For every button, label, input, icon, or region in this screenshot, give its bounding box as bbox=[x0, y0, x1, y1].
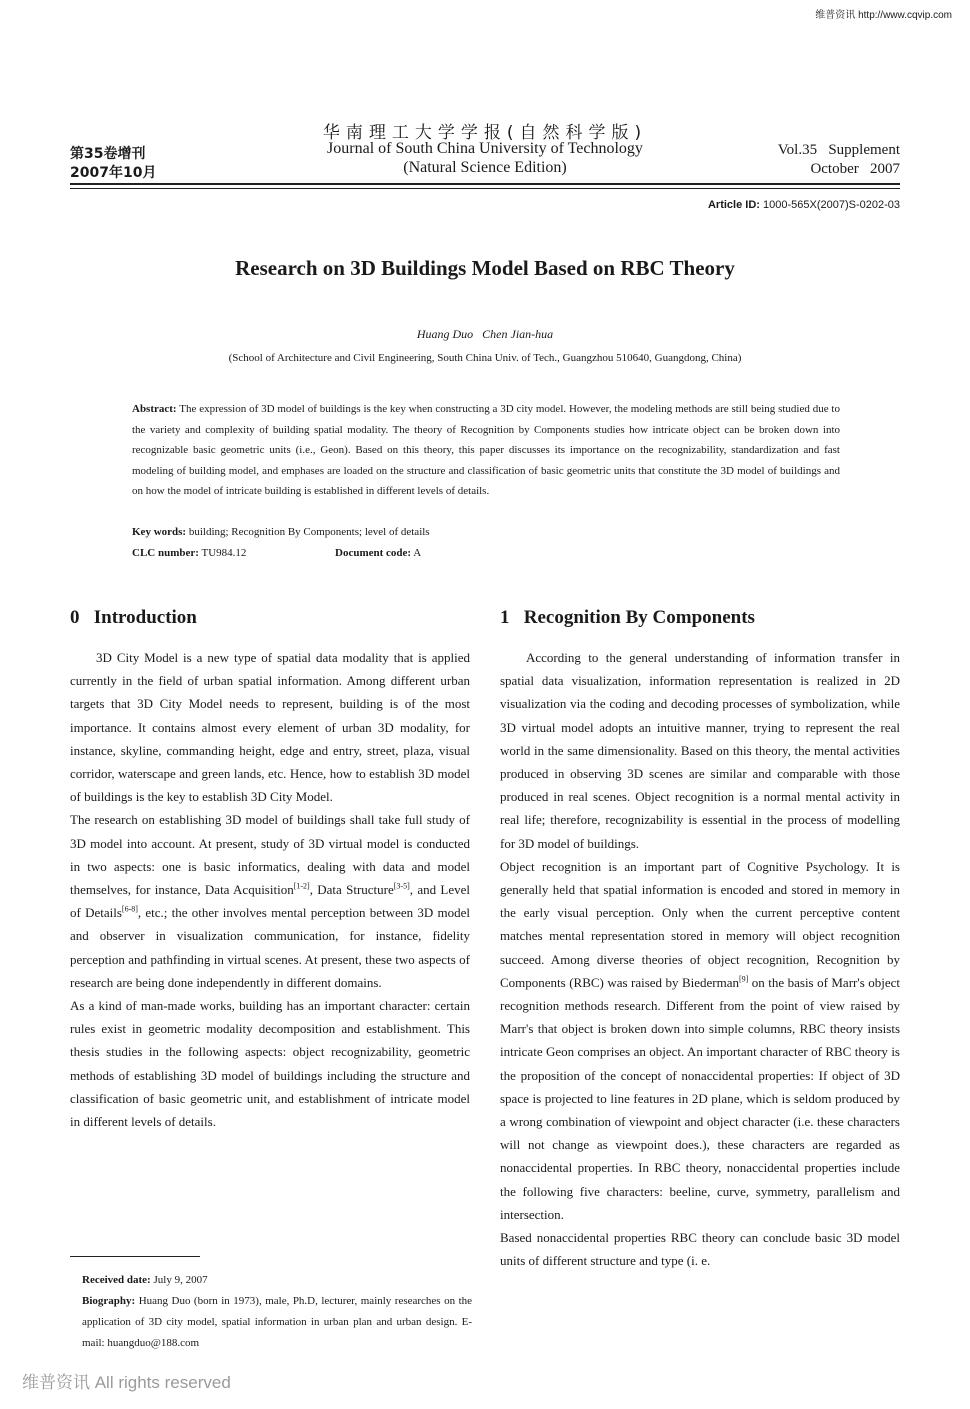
received-date bbox=[82, 1270, 472, 1291]
intro-paragraph-1: 3D City Model is a new type of spatial data modality that is applied currently in the field of urban spatial information. Among different urban targets that 3D City Model needs to represent, building is of the most importance. It contains almost every element of urban 3D modality, for instance, skyline, commanding height, edge and entry, street, plaza, visual corridor, waterscape and green lands, etc. Hence, how to establish 3D model of buildings is the key to establish 3D City Model. bbox=[70, 650, 470, 805]
clc-number bbox=[132, 547, 246, 559]
article-id-label: Article ID: bbox=[707, 199, 760, 211]
journal-title-en: Journal of South China University of Technology bbox=[327, 140, 643, 157]
abstract-text: The expression of 3D model of buildings is the key when constructing a 3D city model. However, the modeling methods are still being studied due to the variety and complexity of building spatial modality. The theory of Recognition by Components studies how intricate object can be broken down into recognizable basic geometric units (i.e., Geon). Based on this theory, this paper discusses its importance on the recognizability, standardization and fast modeling of building model, and emphases are loaded on the structure and classification of basic geometric units that constitute the 3D model of buildings and on how the model of intricate building is established in different levels of details. bbox=[132, 403, 840, 497]
citation-6-8[interactable]: [6-8] bbox=[121, 904, 138, 914]
biography-text: Huang Duo (born in 1973), male, Ph.D, lecturer, mainly researches on the application of 3D city model, spatial information in urban plan and urban design. E-mail: huangduo@188.com bbox=[82, 1295, 473, 1349]
watermark: 维普资讯 All rights reserved bbox=[22, 1373, 231, 1392]
rbc-paragraph-3: Based nonaccidental properties RBC theory can conclude basic 3D model units of different structure and type (i. e. bbox=[500, 1230, 900, 1269]
date-cn: 2007年10月 bbox=[70, 165, 157, 181]
intro-paragraph-2 bbox=[70, 808, 470, 994]
document-code bbox=[335, 547, 421, 559]
date-en: October 2007 bbox=[810, 161, 900, 177]
rbc-paragraph-1: According to the general understanding of information transfer in spatial data visualization, information representation is realized in 2D visualization via the coding and decoding processes of symbolization, while 3D virtual model adopts an intuitive manner, trying to represent the real world in the same dimensionality. Based on this theory, the mental activities produced in observing 3D scenes are similar and comparable with those produced in real scenes. Object recognition is a normal mental activity in real life; therefore, recognizability is essential in the process of modelling for 3D model of buildings. bbox=[500, 650, 900, 851]
intro-p2-part-c: , and Level of Details bbox=[70, 882, 470, 921]
volume-en: Vol.35 Supplement bbox=[777, 142, 900, 158]
biography bbox=[82, 1291, 472, 1354]
citation-9[interactable]: [9] bbox=[739, 974, 749, 984]
keywords bbox=[132, 526, 430, 538]
section-heading-introduction: 0 Introduction bbox=[70, 607, 197, 628]
header-rule-thin bbox=[70, 188, 900, 189]
clc-value: TU984.12 bbox=[201, 547, 247, 559]
paper-title: Research on 3D Buildings Model Based on RBC Theory bbox=[235, 256, 735, 280]
rbc-p2-part-b: on the basis of Marr's object recognition methods research. Different from the point of view raised by Marr's that object is broken down into simple columns, RBC theory insists intricate Geon comprises an object. An important character of RBC theory is the proposition of the concept of nonaccidental properties: If object of 3D space is projected to line features in 2D plane, which is seldom produced by a wrong combination of viewpoint and object character (i.e. these characters will not change as viewpoint does.), these characters are regarded as nonaccidental properties. In RBC theory, nonaccidental properties include the following five characters: beeline, curve, symmetry, parallelism and intersection. bbox=[500, 974, 900, 1222]
citation-3-5[interactable]: [3-5] bbox=[393, 881, 410, 891]
intro-paragraph-3: As a kind of man-made works, building has an important character: certain rules exist in geometric modality decomposition and establishment. This thesis studies in the following aspects: object recognizability, geometric methods of establishing 3D model of buildings including the structure and classification of basic geometric unit, and establishment of intricate model in different levels of details. bbox=[70, 998, 470, 1130]
right-column bbox=[500, 646, 900, 1272]
intro-p2-part-d: , etc.; the other involves mental perception between 3D model and observer in visualization communication, for instance, fidelity perception and pathfinding in virtual scenes. At present, these two aspects of research are being done independently in different domains. bbox=[70, 905, 470, 990]
footnote-rule bbox=[70, 1256, 200, 1257]
header-rule-thick bbox=[70, 183, 900, 185]
affiliation: (School of Architecture and Civil Engineering, South China Univ. of Tech., Guangzhou 510640, Guangdong, China) bbox=[228, 352, 742, 364]
authors: Huang Duo Chen Jian-hua bbox=[416, 327, 554, 341]
intro-p2-part-a: The research on establishing 3D model of buildings shall take full study of 3D model into account. At present, study of 3D virtual model is conducted in two aspects: one is basic informatics, dealing with data and model themselves, for instance, Data Acquisition bbox=[70, 812, 470, 898]
biography-label: Biography: bbox=[82, 1295, 136, 1307]
footnote bbox=[82, 1270, 472, 1354]
volume-cn: 第35卷增刊 bbox=[70, 146, 146, 162]
intro-p2-part-b: , Data Structure bbox=[309, 882, 394, 898]
doc-code-value: A bbox=[413, 547, 422, 559]
received-date-value: July 9, 2007 bbox=[153, 1274, 208, 1286]
source-url: 维普资讯 http://www.cqvip.com bbox=[815, 10, 952, 21]
abstract bbox=[132, 399, 840, 502]
journal-edition: (Natural Science Edition) bbox=[403, 159, 567, 176]
clc-label: CLC number: bbox=[132, 547, 199, 559]
keywords-label: Key words: bbox=[132, 526, 187, 538]
article-id-value: 1000-565X(2007)S-0202-03 bbox=[763, 199, 900, 211]
rbc-paragraph-2 bbox=[500, 855, 900, 1226]
citation-1-2[interactable]: [1-2] bbox=[293, 881, 310, 891]
left-column bbox=[70, 646, 470, 1133]
rbc-p2-part-a: Object recognition is an important part of Cognitive Psychology. It is generally held that spatial information is encoded and stored in memory in the early visual perception. Only when the current perceptive content matches mental representation stored in memory will object recognition succeed. Among diverse theories of object recognition, Recognition by Components (RBC) was raised by Biederman bbox=[500, 858, 900, 990]
keywords-text: building; Recognition By Components; level of details bbox=[188, 526, 430, 538]
doc-code-label: Document code: bbox=[335, 547, 412, 559]
abstract-label: Abstract: bbox=[132, 403, 177, 415]
journal-title-cn: 华南理工大学学报(自然科学版) bbox=[322, 123, 648, 143]
received-date-label: Received date: bbox=[82, 1274, 151, 1286]
article-id bbox=[708, 199, 900, 211]
section-heading-rbc: 1 Recognition By Components bbox=[500, 607, 755, 628]
